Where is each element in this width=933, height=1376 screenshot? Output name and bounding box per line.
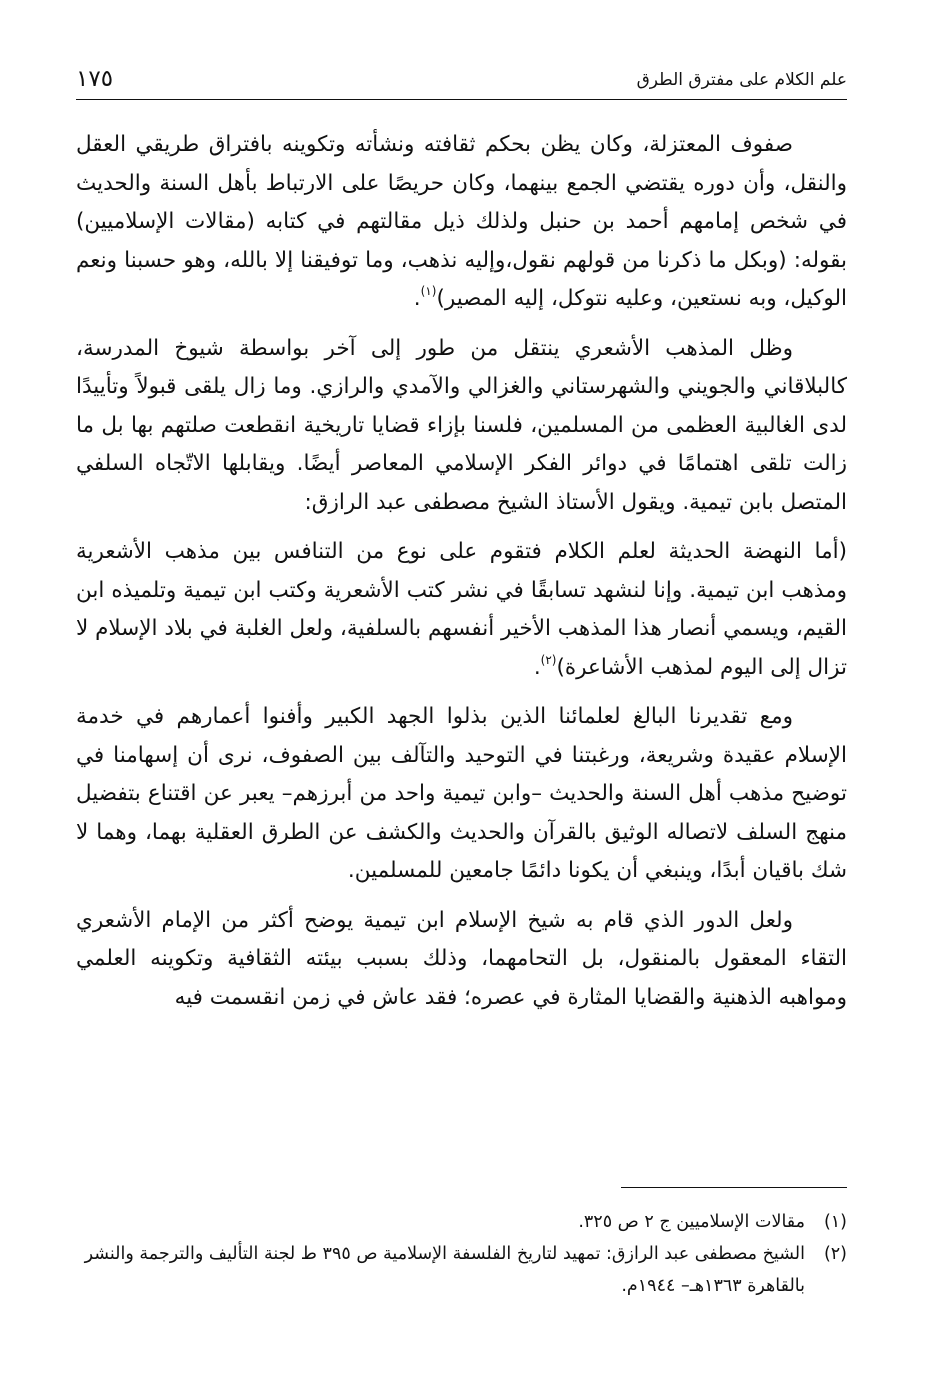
footnote-text: الشيخ مصطفى عبد الرازق: تمهيد لتاريخ الفلسفة الإسلامية ص ٣٩٥ ط لجنة التأليف والترجمة والنشر بالقاهرة ١٣٦٣هـ– ١٩٤٤م. xyxy=(84,1244,805,1296)
quotation-paragraph: (أما النهضة الحديثة لعلم الكلام فتقوم على نوع من التنافس بين مذهب الأشعرية ومذهب ابن تيمية. وإنا لنشهد تسابقًا في نشر كتب الأشعرية وكتب ابن تيمية وتلميذه ابن القيم، ويسمي أنصار هذا المذهب الأخير أنفسهم بالسلفية، ولعل الغلبة في بلاد الإسلام لا تزال إلى اليوم لمذهب الأشاعرة)$^{(٢)}$. xyxy=(76,539,847,680)
footnote-ref: (٢) xyxy=(540,652,557,667)
paragraph: صفوف المعتزلة، وكان يظن بحكم ثقافته ونشأته وتكوينه بافتراق طريقي العقل والنقل، وأن دوره يقتضي الجمع بينهما، وكان حريصًا على الارتباط بأهل السنة والحديث في شخص إمامهم أحمد بن حنبل ولذلك ذيل مقالتهم في كتابه (مقالات الإسلاميين) بقوله: (وبكل ما ذكرنا من قولهم نقول،وإليه نذهب، وما توفيقنا إلا بالله، وهو حسبنا ونعم الوكيل، وبه نستعين، وعليه نتوكل، إليه المصير)$^{(١)}$. xyxy=(76,132,847,311)
footnote xyxy=(76,1206,847,1238)
paragraph xyxy=(76,902,847,1018)
footnote-number: (١) xyxy=(823,1212,847,1232)
footnote-number: (٢) xyxy=(823,1244,847,1264)
paragraph-text: (أما النهضة الحديثة لعلم الكلام فتقوم على نوع من التنافس بين مذهب الأشعرية ومذهب ابن تيمية. وإنا لنشهد تسابقًا في نشر كتب الأشعرية وكتب ابن تيمية وتلميذه ابن القيم، ويسمي أنصار هذا المذهب الأخير أنفسهم بالسلفية، ولعل الغلبة في بلاد الإسلام لا تزال إلى اليوم لمذهب الأشاعرة) xyxy=(76,539,847,680)
paragraph-text: وظل المذهب الأشعري ينتقل من طور إلى آخر بواسطة شيوخ المدرسة، كالبلاقاني والجويني والشهرستاني والغزالي والآمدي والرازي. وما زال يلقى قبولاً وتأييدًا لدى الغالبية العظمى من المسلمين، فلسنا بإزاء قضايا تاريخية انقطعت صلتهم بها بل ما زالت تلقى اهتمامًا في دوائر الفكر الإسلامي المعاصر أيضًا. ويقابلها الاتّجاه السلفي المتصل بابن تيمية. ويقول الأستاذ الشيخ مصطفى عبد الرازق: xyxy=(76,335,847,515)
paragraph xyxy=(76,330,847,523)
footnote xyxy=(76,1238,847,1302)
header-rule xyxy=(76,99,847,100)
paragraph-text: ولعل الدور الذي قام به شيخ الإسلام ابن تيمية يوضح أكثر من الإمام الأشعري التقاء المعقول بالمنقول، بل التحامهما، وذلك بسبب بيئته الثقافية وتكوينه العلمي ومواهبه الذهنية والقضايا المثارة في عصره؛ فقد عاش في زمن انقسمت فيه xyxy=(76,907,847,1010)
page-header xyxy=(76,66,847,100)
footnote-text: مقالات الإسلاميين ج ٢ ص ٣٢٥. xyxy=(578,1212,805,1232)
page-number: ١٧٥ xyxy=(76,66,114,92)
main-text xyxy=(76,126,847,1017)
footnote-ref: (١) xyxy=(420,284,437,298)
paragraph xyxy=(76,698,847,891)
footnote-rule xyxy=(621,1187,847,1188)
paragraph-text: صفوف المعتزلة، وكان يظن بحكم ثقافته ونشأته وتكوينه بافتراق طريقي العقل والنقل، وأن دوره يقتضي الجمع بينهما، وكان حريصًا على الارتباط بأهل السنة والحديث في شخص إمامهم أحمد بن حنبل ولذلك ذيل مقالتهم في كتابه (مقالات الإسلاميين) بقوله: (وبكل ما ذكرنا من قولهم نقول،وإليه نذهب، وما توفيقنا إلا بالله، وهو حسبنا ونعم الوكيل، وبه نستعين، وعليه نتوكل، إليه المصير) xyxy=(76,132,847,311)
running-title: علم الكلام على مفترق الطرق xyxy=(636,70,847,90)
paragraph-text: ومع تقديرنا البالغ لعلمائنا الذين بذلوا الجهد الكبير وأفنوا أعمارهم في خدمة الإسلام عقيدة وشريعة، ورغبتنا في التوحيد والتآلف بين الصفوف، نرى أن إسهامنا في توضيح مذهب أهل السنة والحديث –وابن تيمية واحد من أبرزهم– يعبر عن اقتناع بتفضيل منهج السلف لاتصاله الوثيق بالقرآن والحديث والكشف عن الطرق العقلية بهما، وهما لا شك باقيان أبدًا، وينبغي أن يكونا دائمًا جامعين للمسلمين. xyxy=(76,704,847,883)
footnotes xyxy=(76,1206,847,1302)
